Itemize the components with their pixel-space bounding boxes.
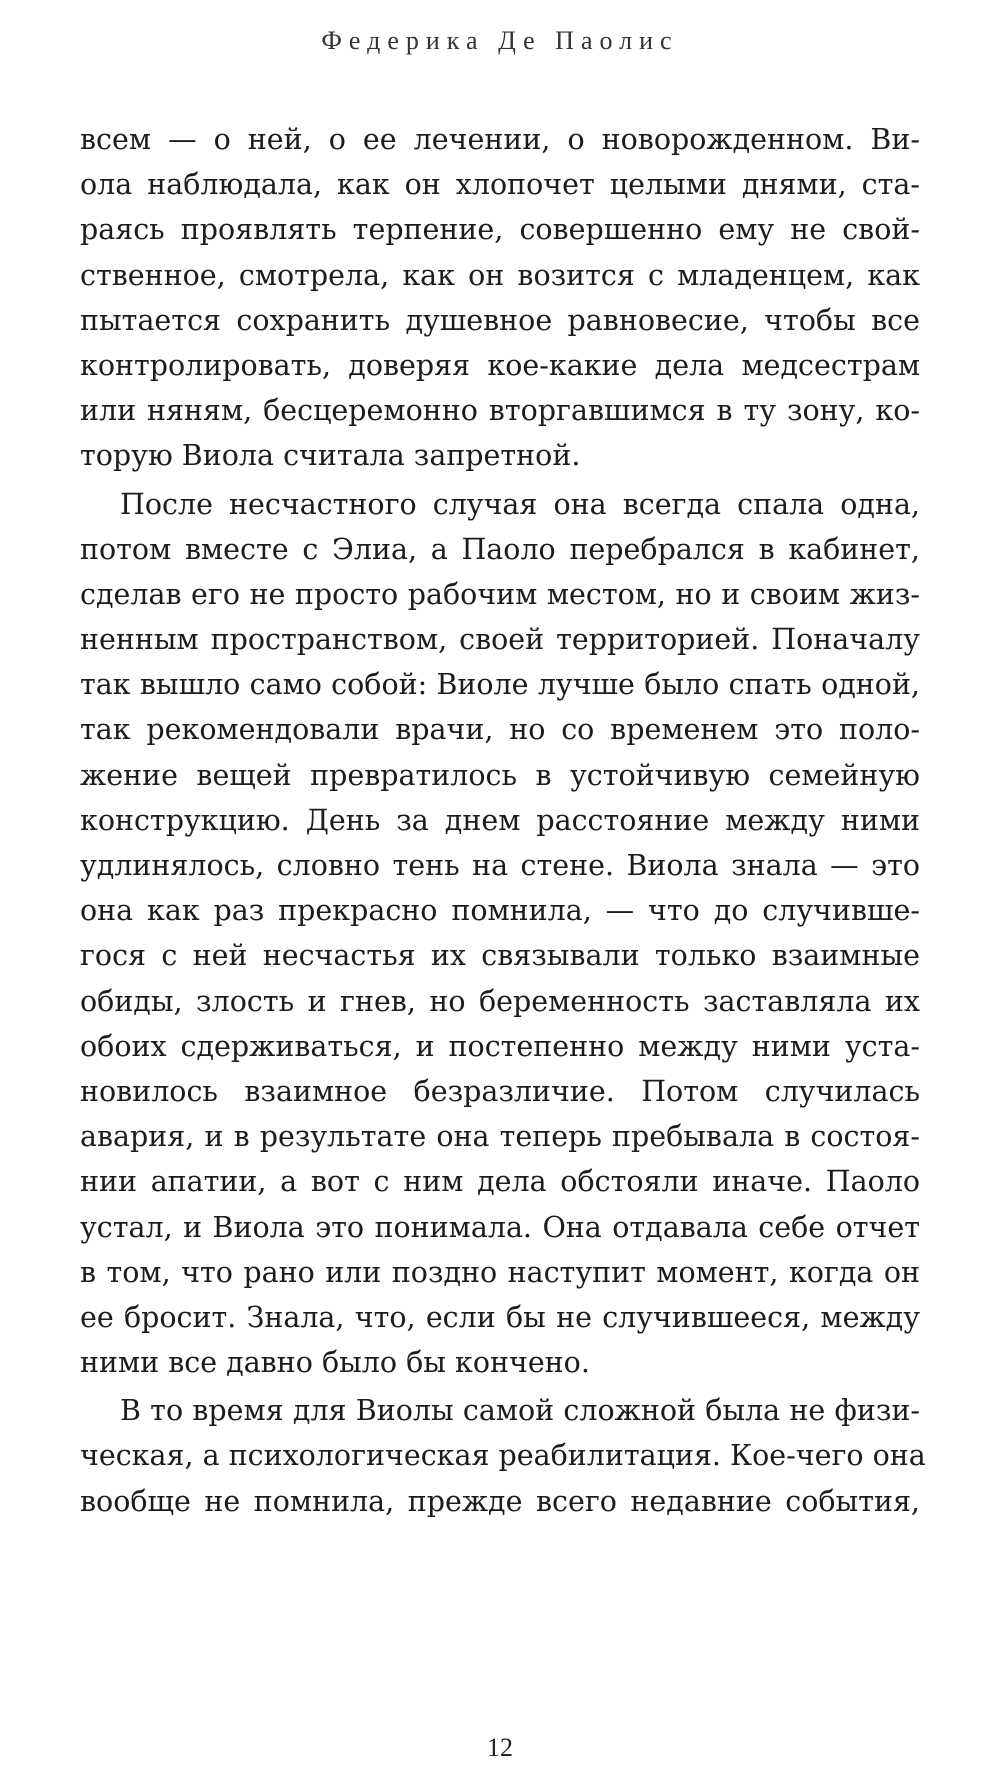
text-line: в том, что рано или поздно наступит момент, когда он — [80, 1255, 920, 1289]
text-line: потом вместе с Элиа, а Паоло перебрался в кабинет, — [80, 532, 920, 566]
text-line: контролировать, доверяя кое-какие дела медсестрам — [80, 348, 920, 382]
text-line: ола наблюдала, как он хлопочет целыми днями, ста- — [80, 168, 920, 202]
paragraph-1 — [80, 117, 920, 479]
text-line: вообще не помнила, прежде всего недавние события, — [80, 1484, 920, 1518]
text-line: авария, и в результате она теперь пребывала в состоя- — [80, 1120, 920, 1154]
text-line: В то время для Виолы самой сложной была не физи- — [120, 1394, 920, 1428]
running-header: Федерика Де Паолис — [321, 26, 679, 55]
text-line: ненным пространством, своей территорией. Поначалу — [80, 623, 920, 657]
text-line: ческая, а психологическая реабилитация. Кое-чего она — [80, 1439, 926, 1473]
text-line: раясь проявлять терпение, совершенно ему не свой- — [80, 213, 920, 247]
text-line: или няням, бесцеремонно вторгавшимся в ту зону, ко- — [80, 394, 920, 428]
text-line: ственное, смотрела, как он возится с младенцем, как — [80, 258, 920, 292]
text-line: так вышло само собой: Виоле лучше было спать одной, — [80, 668, 920, 702]
text-line: устал, и Виола это понимала. Она отдавала себе отчет — [80, 1210, 920, 1244]
text-line: всем — о ней, о ее лечении, о новорожденном. Ви- — [80, 123, 920, 156]
text-line: ее бросит. Знала, что, если бы не случившееся, между — [80, 1300, 920, 1334]
text-line: обоих сдерживаться, и постепенно между ними уста- — [80, 1029, 920, 1063]
text-line: гося с ней несчастья их связывали только взаимные — [80, 939, 920, 973]
text-line: конструкцию. День за днем расстояние между ними — [80, 803, 920, 837]
text-line: сделав его не просто рабочим местом, но и своим жиз- — [80, 577, 920, 611]
text-line: нии апатии, а вот с ним дела обстояли иначе. Паоло — [80, 1165, 920, 1199]
paragraph-2 — [80, 482, 920, 1386]
text-line: она как раз прекрасно помнила, — что до случивше- — [80, 894, 920, 928]
text-line: ними все давно было бы кончено. — [80, 1346, 590, 1380]
text-line: удлинялось, словно тень на стене. Виола знала — это — [80, 849, 920, 882]
text-line: После несчастного случая она всегда спала одна, — [120, 487, 920, 521]
paragraph-3 — [80, 1388, 926, 1524]
text-line: жение вещей превратилось в устойчивую семейную — [80, 758, 920, 792]
text-line: торую Виола считала запретной. — [80, 439, 581, 473]
text-line: пытается сохранить душевное равновесие, чтобы все — [80, 303, 920, 337]
page-number: 12 — [487, 1733, 513, 1762]
text-line: так рекомендовали врачи, но со временем это поло- — [80, 713, 920, 747]
text-line: обиды, злость и гнев, но беременность заставляла их — [80, 984, 920, 1018]
text-line: новилось взаимное безразличие. Потом случилась — [80, 1074, 920, 1108]
page-body — [80, 117, 926, 1524]
